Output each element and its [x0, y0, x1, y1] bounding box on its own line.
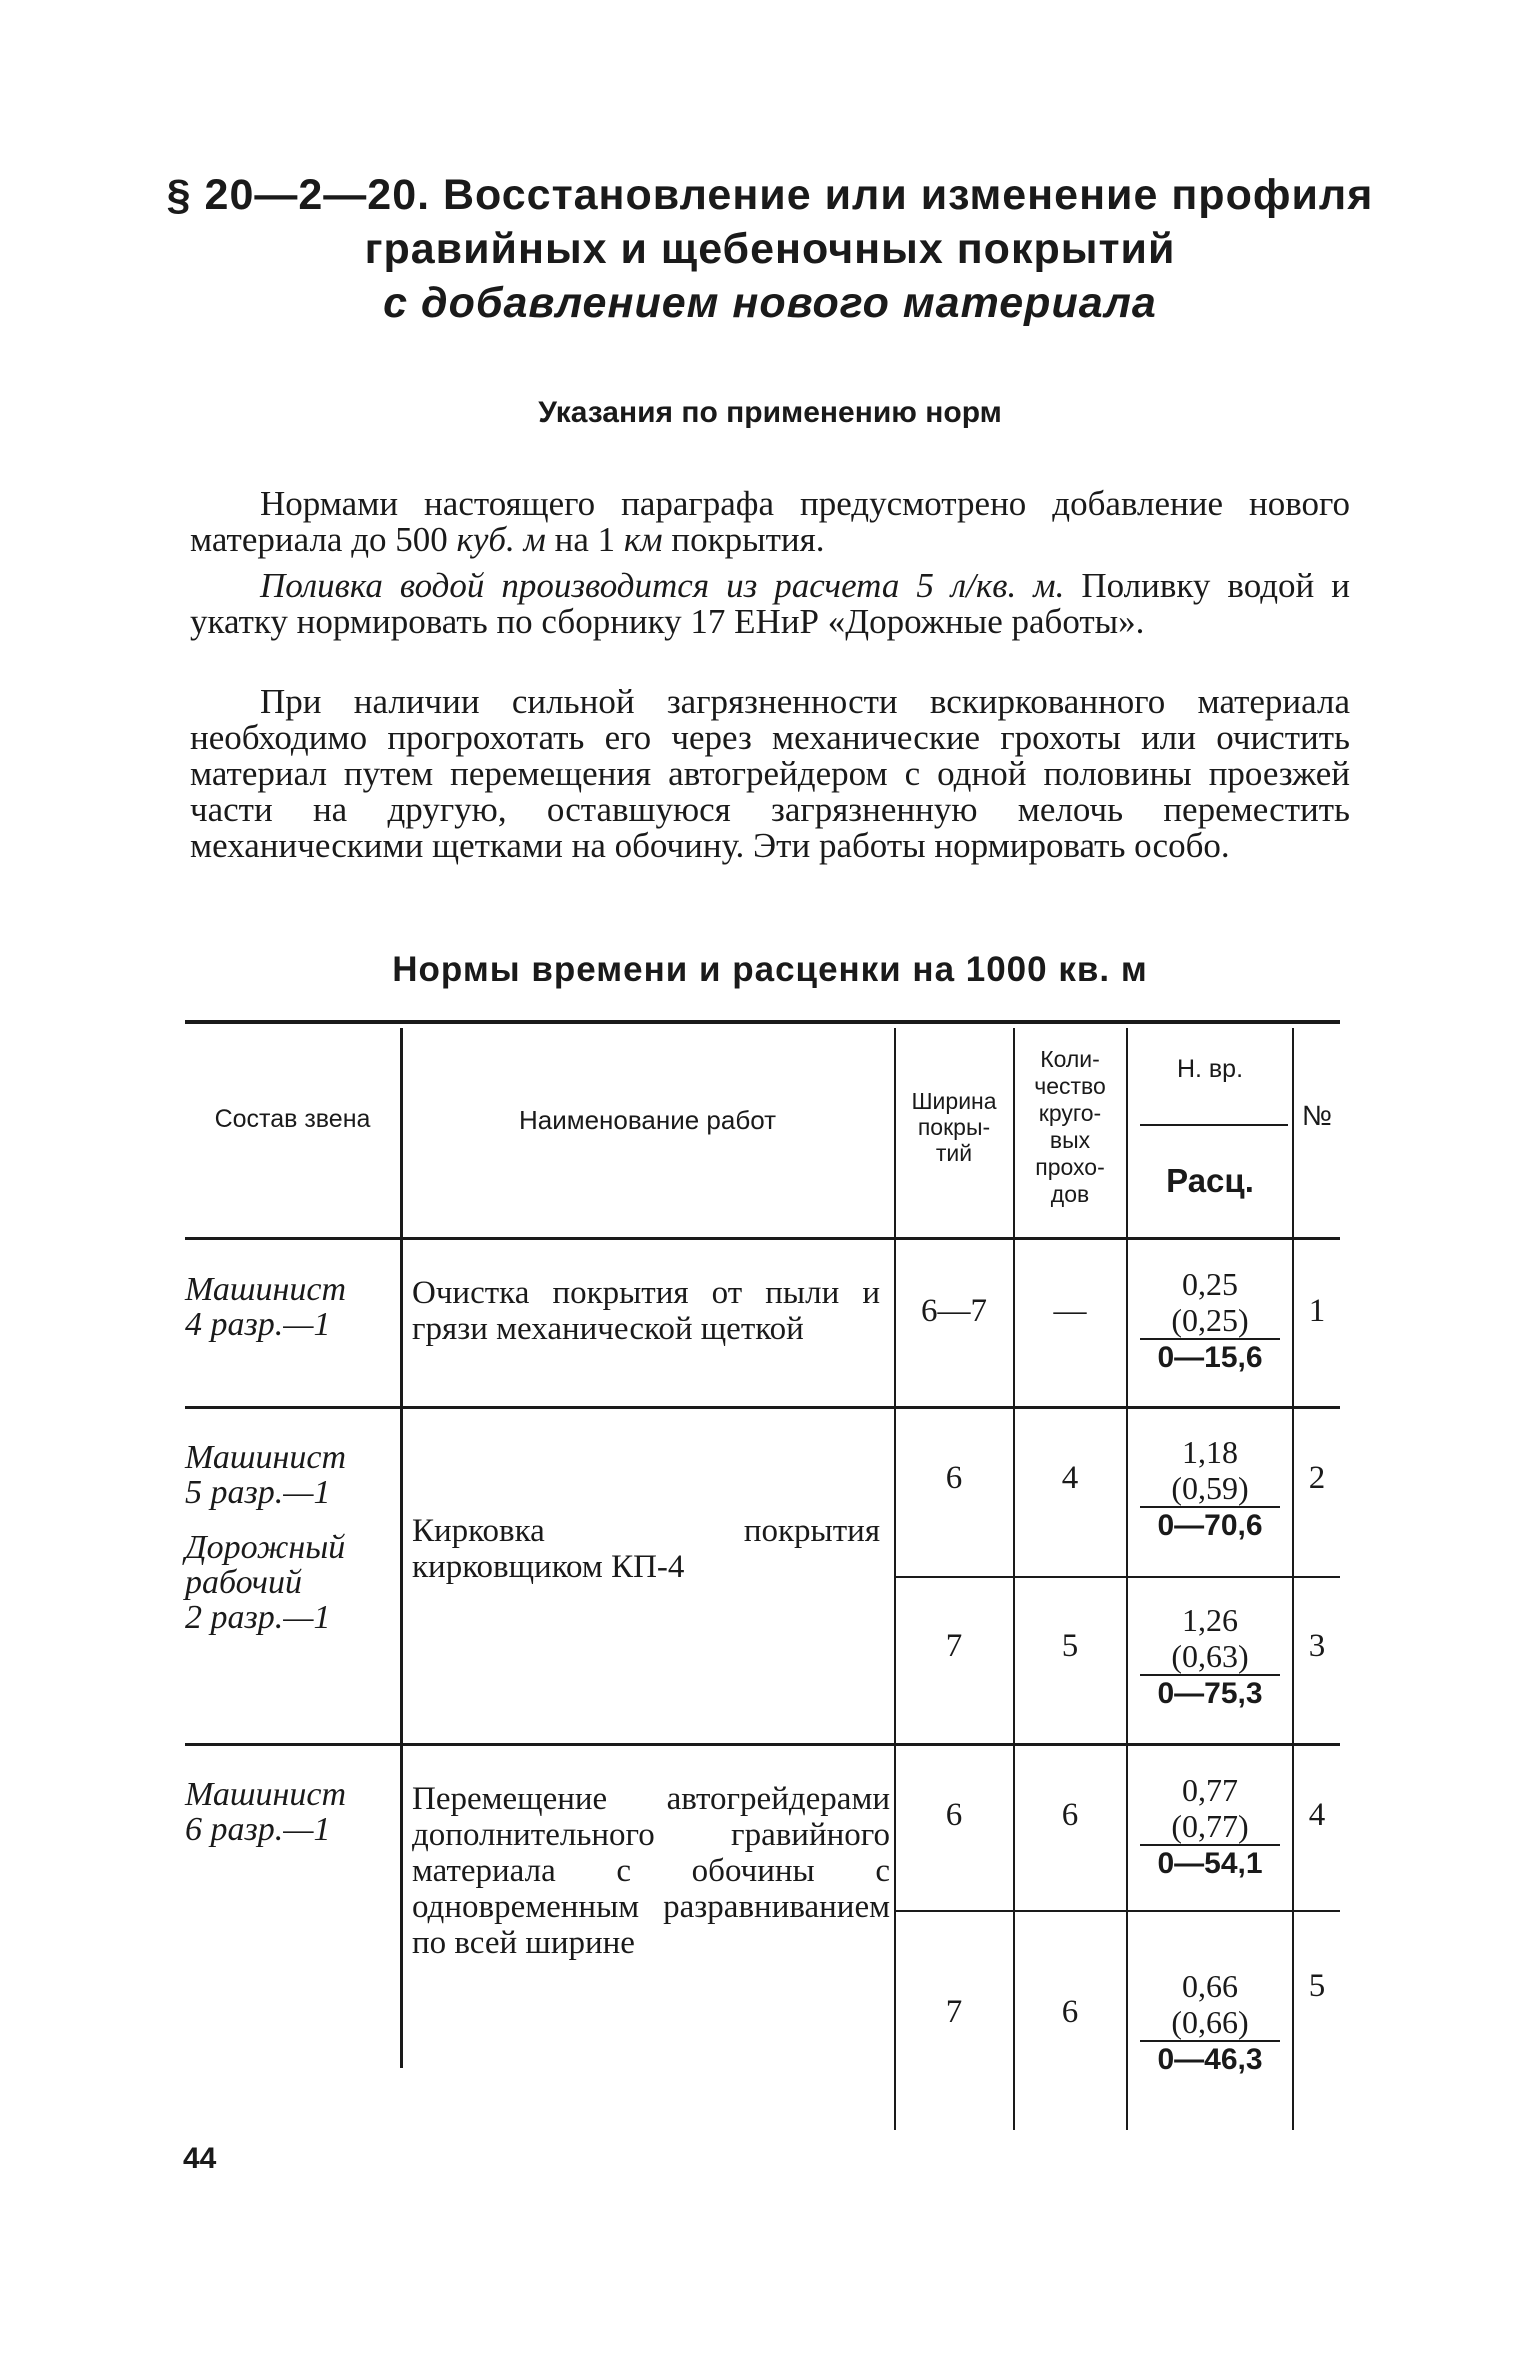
col-rule-work-width [894, 1028, 896, 2130]
width-cell-3: 7 [945, 1628, 963, 1664]
passes-cell-4: 6 [1061, 1797, 1079, 1833]
crew-3-line-2: 6 разр.—1 [185, 1811, 331, 1848]
rate-3-price: 0—75,3 [1157, 1677, 1263, 1710]
header-rate: Расц. [1166, 1162, 1254, 1199]
header-number: № [1301, 1100, 1333, 1131]
guideline-paragraph-2 [190, 568, 1350, 640]
crew-cell-2 [185, 1440, 395, 1635]
rate-2-norm: 1,18 [1182, 1434, 1238, 1470]
crew-1-line-1: Машинист [185, 1271, 347, 1308]
rate-1-norm: 0,25 [1182, 1266, 1238, 1302]
work-cell-3: Перемещение автогрейдерами дополнительного гравийного материала с обочины с одновременным разравниванием по всей ширине [412, 1781, 890, 1961]
work-cell-2: Кирковка покрытия кирковщиком КП-4 [412, 1513, 880, 1585]
rate-5-norm: 0,66 [1182, 1968, 1238, 2004]
p2-text-b: Поливку водой и укатку нормировать по сборнику 17 ЕНиР «Дорожные работы». [190, 566, 1351, 641]
work-cell-1: Очистка покрытия от пыли и грязи механической щеткой [412, 1275, 880, 1347]
header-width-l2: покры- [917, 1114, 991, 1140]
header-norm-rate-rule [1140, 1124, 1288, 1126]
header-crew: Состав звена [214, 1105, 371, 1133]
crew-3-line-1: Машинист [185, 1776, 347, 1813]
number-cell-1: 1 [1308, 1293, 1326, 1329]
rate-1-norm-paren: (0,25) [1140, 1302, 1280, 1340]
table-top-rule [185, 1020, 1340, 1024]
p1-text-a: Нормами настоящего параграфа предусмотрено добавление нового материала до 500 [190, 484, 1350, 559]
passes-cell-1: — [1053, 1293, 1087, 1329]
crew-2-line-4: рабочий [185, 1564, 302, 1601]
header-norm-time: Н. вр. [1176, 1055, 1244, 1083]
page-number: 44 [183, 2142, 217, 2175]
p1-text-c: покрытия. [662, 520, 825, 559]
width-cell-5: 7 [945, 1994, 963, 2030]
width-cell-2: 6 [945, 1460, 963, 1496]
rate-3-norm: 1,26 [1182, 1602, 1238, 1638]
header-width-l1: Ширина [911, 1088, 997, 1114]
section-title-line-3: с добавлением нового материала [383, 279, 1157, 327]
p1-unit-km: км [623, 520, 663, 559]
rate-cell-1 [1140, 1266, 1280, 1376]
guideline-paragraph-3 [190, 684, 1350, 864]
rate-5-norm-paren: (0,66) [1140, 2004, 1280, 2042]
header-passes-l4: вых [1049, 1127, 1091, 1153]
crew-cell-3 [185, 1777, 395, 1847]
rate-cell-4 [1140, 1772, 1280, 1882]
header-passes-l2: чество [1034, 1073, 1106, 1099]
row-divider-2-3 [895, 1576, 1340, 1578]
crew-2-line-3: Дорожный [185, 1529, 346, 1566]
number-cell-2: 2 [1308, 1460, 1326, 1496]
header-width [895, 1088, 1013, 1166]
header-passes [1014, 1046, 1126, 1208]
rate-cell-5 [1140, 1968, 1280, 2078]
header-passes-l5: прохо- [1035, 1154, 1105, 1180]
crew-2-line-5: 2 разр.—1 [185, 1599, 331, 1636]
table-title: Нормы времени и расценки на 1000 кв. м [392, 950, 1148, 989]
p1-unit-volume: куб. м [456, 520, 546, 559]
rate-1-price: 0—15,6 [1157, 1341, 1263, 1374]
guideline-paragraph-1 [190, 486, 1350, 558]
crew-1-line-2: 4 разр.—1 [185, 1306, 331, 1343]
rate-2-price: 0—70,6 [1157, 1509, 1263, 1542]
rate-cell-3 [1140, 1602, 1280, 1712]
width-cell-4: 6 [945, 1797, 963, 1833]
rate-2-norm-paren: (0,59) [1140, 1470, 1280, 1508]
col-rule-crew-work [400, 1028, 403, 2068]
header-passes-l1: Коли- [1040, 1046, 1100, 1072]
number-cell-4: 4 [1308, 1797, 1326, 1833]
section-title [150, 168, 1390, 330]
number-cell-3: 3 [1308, 1628, 1326, 1664]
rate-4-norm: 0,77 [1182, 1772, 1238, 1808]
group-divider-2 [185, 1743, 1340, 1746]
header-passes-l3: круго- [1038, 1100, 1102, 1126]
rate-3-norm-paren: (0,63) [1140, 1638, 1280, 1676]
rate-4-price: 0—54,1 [1157, 1847, 1263, 1880]
header-work: Наименование работ [518, 1105, 777, 1135]
p2-unit: л/кв. м. [950, 566, 1065, 605]
p3-text: При наличии сильной загрязненности вскиркованного материала необходимо прогрохотать его через механические грохоты или очистить материал путем перемещения автогрейдером с одной половины проезжей части на другую, оставшуюся загрязненную мелочь переместить механическими щетками на обочину. Эти работы нормировать особо. [190, 682, 1350, 865]
p2-text-a: Поливка водой производится из расчета 5 [260, 566, 951, 605]
rate-4-norm-paren: (0,77) [1140, 1808, 1280, 1846]
crew-cell-1 [185, 1272, 395, 1342]
section-title-line-2: гравийных и щебеночных покрытий [364, 225, 1176, 273]
width-cell-1: 6—7 [921, 1293, 987, 1329]
passes-cell-3: 5 [1061, 1628, 1079, 1664]
crew-2-line-2: 5 разр.—1 [185, 1474, 331, 1511]
group-divider-1 [185, 1406, 1340, 1409]
rate-cell-2 [1140, 1434, 1280, 1544]
number-cell-5: 5 [1308, 1968, 1326, 2004]
crew-2-line-1: Машинист [185, 1439, 347, 1476]
rate-5-price: 0—46,3 [1157, 2043, 1263, 2076]
header-width-l3: тий [935, 1140, 973, 1166]
col-rule-norm-no [1292, 1028, 1294, 2130]
section-title-line-1: § 20—2—20. Восстановление или изменение профиля [166, 171, 1374, 219]
row-divider-4-5 [895, 1910, 1340, 1912]
p1-text-b: на 1 [545, 520, 624, 559]
guidelines-heading: Указания по применению норм [538, 396, 1002, 429]
table-header-rule [185, 1237, 1340, 1240]
passes-cell-5: 6 [1061, 1994, 1079, 2030]
passes-cell-2: 4 [1061, 1460, 1079, 1496]
header-passes-l6: дов [1050, 1181, 1090, 1207]
